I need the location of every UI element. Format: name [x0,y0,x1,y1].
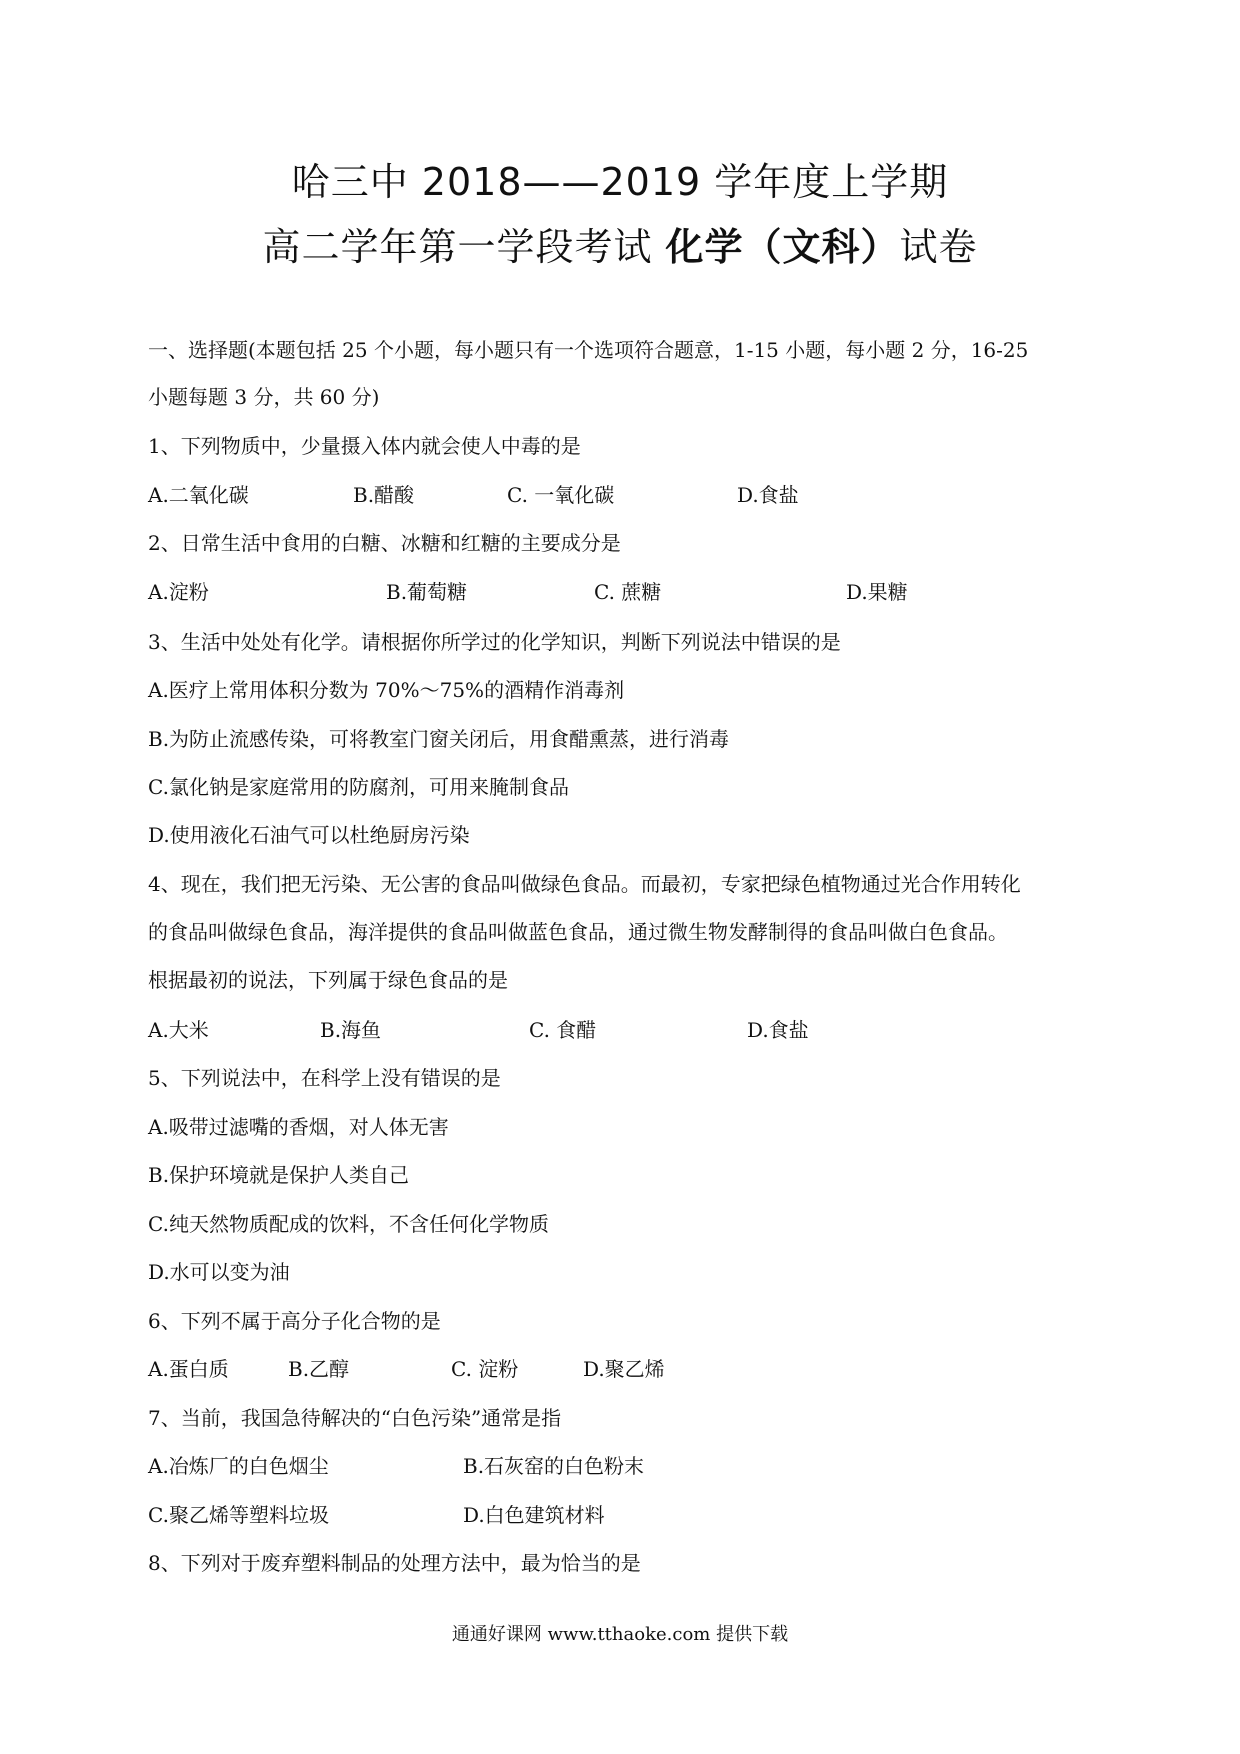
exam-title-line1: 哈三中 2018——2019 学年度上学期 [291,160,949,204]
question-1-stem: 1、下列物质中，少量摄入体内就会使人中毒的是 [148,434,581,458]
question-6-option-b: B.乙醇 [288,1357,350,1381]
page-footer: 通通好课网 www.tthaoke.com 提供下载 [451,1624,789,1645]
question-3-stem: 3、生活中处处有化学。请根据你所学过的化学知识，判断下列说法中错误的是 [148,630,841,654]
question-7-stem: 7、当前，我国急待解决的“白色污染”通常是指 [148,1406,562,1430]
question-4-option-c: C. 食醋 [529,1018,597,1042]
exam-title-line2 [0,223,1240,271]
question-1-option-b: B.醋酸 [353,483,415,507]
question-5-option-b: B.保护环境就是保护人类自己 [148,1163,410,1187]
question-8-stem: 8、下列对于废弃塑料制品的处理方法中，最为恰当的是 [148,1551,641,1575]
question-5-option-a: A.吸带过滤嘴的香烟，对人体无害 [148,1115,449,1139]
question-5-option-c: C.纯天然物质配成的饮料，不含任何化学物质 [148,1212,549,1236]
question-6-option-c: C. 淀粉 [451,1357,519,1381]
question-2-stem: 2、日常生活中食用的白糖、冰糖和红糖的主要成分是 [148,531,621,555]
question-3-option-d: D.使用液化石油气可以杜绝厨房污染 [148,823,470,847]
question-4-option-b: B.海鱼 [320,1018,382,1042]
section-intro-line2: 小题每题 3 分，共 60 分) [148,385,380,409]
question-7-option-c: C.聚乙烯等塑料垃圾 [148,1503,329,1527]
question-4-option-a: A.大米 [148,1018,209,1042]
question-1-option-a: A.二氧化碳 [148,483,249,507]
title-subject: 化学（文科） [665,224,900,269]
question-7-option-a: A.冶炼厂的白色烟尘 [148,1454,329,1478]
question-7-option-b: B.石灰窑的白色粉末 [463,1454,645,1478]
question-7-option-d: D.白色建筑材料 [463,1503,605,1527]
question-5-option-d: D.水可以变为油 [148,1260,290,1284]
question-2-option-c: C. 蔗糖 [594,580,662,604]
title-prefix: 高二学年第一学段考试 [262,225,666,269]
question-5-stem: 5、下列说法中，在科学上没有错误的是 [148,1066,501,1090]
question-2-option-a: A.淀粉 [148,580,209,604]
question-3-option-c: C.氯化钠是家庭常用的防腐剂，可用来腌制食品 [148,775,569,799]
question-2-option-d: D.果糖 [846,580,908,604]
question-1-option-d: D.食盐 [737,483,799,507]
question-4-stem-line1: 4、现在，我们把无污染、无公害的食品叫做绿色食品。而最初，专家把绿色植物通过光合作用转化 [148,872,1021,896]
section-intro-line1: 一、选择题(本题包括 25 个小题，每小题只有一个选项符合题意，1-15 小题，每小题 2 分，16-25 [148,338,1029,362]
title-suffix: 试卷 [899,225,978,269]
question-3-option-a: A.医疗上常用体积分数为 70%～75%的酒精作消毒剂 [148,678,625,702]
question-2-option-b: B.葡萄糖 [386,580,468,604]
question-4-stem-line2: 的食品叫做绿色食品，海洋提供的食品叫做蓝色食品，通过微生物发酵制得的食品叫做白色食品。 [148,920,1008,944]
question-1-option-c: C. 一氧化碳 [507,483,615,507]
question-6-option-a: A.蛋白质 [148,1357,229,1381]
question-4-option-d: D.食盐 [747,1018,809,1042]
question-6-stem: 6、下列不属于高分子化合物的是 [148,1309,441,1333]
question-4-stem-line3: 根据最初的说法，下列属于绿色食品的是 [148,968,508,992]
question-6-option-d: D.聚乙烯 [583,1357,665,1381]
question-3-option-b: B.为防止流感传染，可将教室门窗关闭后，用食醋熏蒸，进行消毒 [148,727,730,751]
